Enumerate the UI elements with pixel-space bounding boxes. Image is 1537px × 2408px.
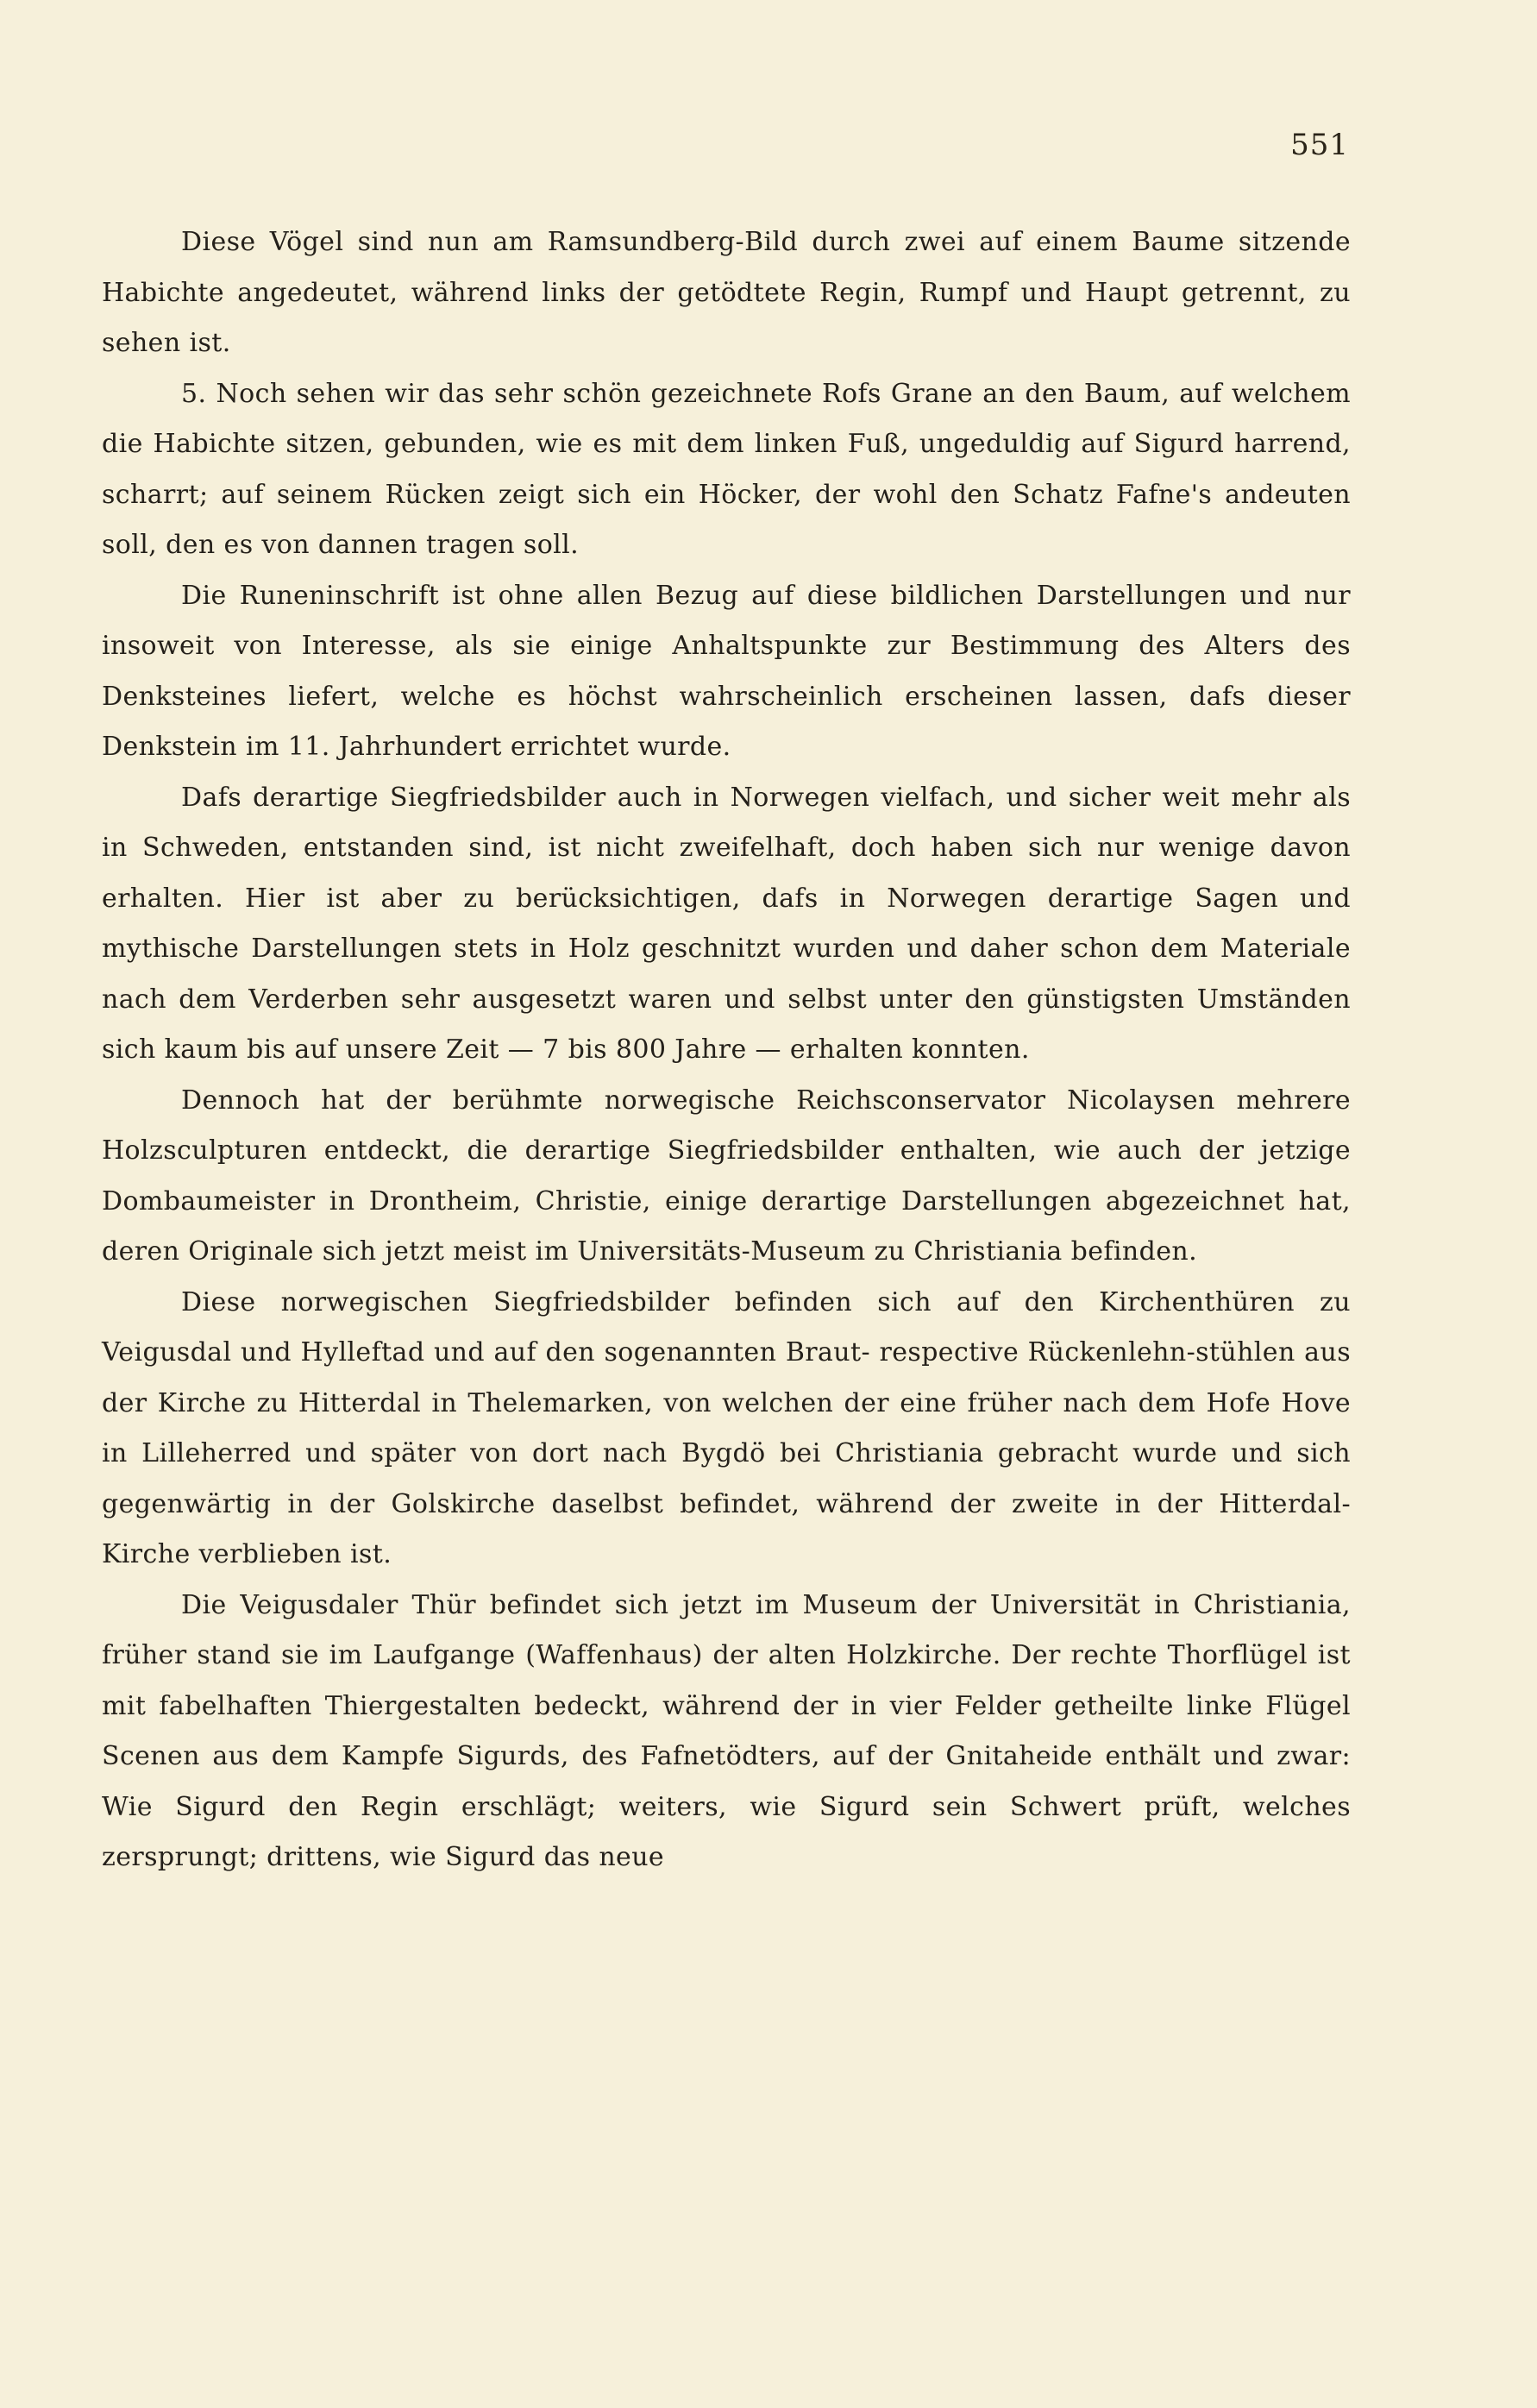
body-text (102, 217, 1351, 1883)
paragraph: Die Runeninschrift ist ohne allen Bezug auf diese bildlichen Darstellungen und nur insoweit von Interesse, als sie einige Anhaltspunkte zur Bestimmung des Alters des Denksteines liefert, welche es höchst wahrscheinlich erscheinen lassen, dafs dieser Denkstein im 11. Jahrhundert errichtet wurde. (102, 580, 1351, 762)
paragraph: Diese Vögel sind nun am Ramsundberg-Bild durch zwei auf einem Baume sitzende Habichte angedeutet, während links der getödtete Regin, Rumpf und Haupt getrennt, zu sehen ist. (102, 227, 1351, 358)
paragraph: 5. Noch sehen wir das sehr schön gezeichnete Rofs Grane an den Baum, auf welchem die Habichte sitzen, gebunden, wie es mit dem linken Fuß, ungeduldig auf Sigurd harrend, scharrt; auf seinem Rücken zeigt sich ein Höcker, der wohl den Schatz Fafne's andeuten soll, den es von dannen tragen soll. (102, 378, 1351, 560)
paragraph: Diese norwegischen Siegfriedsbilder befinden sich auf den Kirchenthüren zu Veigusdal und Hylleftad und auf den sogenannten Braut- respective Rückenlehn-stühlen aus der Kirche zu Hitterdal in Thelemarken, von welchen der eine früher nach dem Hofe Hove in Lilleherred und später von dort nach Bygdö bei Christiania gebracht wurde und sich gegenwärtig in der Golskirche daselbst befindet, während der zweite in der Hitterdal-Kirche verblieben ist. (102, 1286, 1351, 1569)
paragraph: Dafs derartige Siegfriedsbilder auch in Norwegen vielfach, und sicher weit mehr als in Schweden, entstanden sind, ist nicht zweifelhaft, doch haben sich nur wenige davon erhalten. Hier ist aber zu berücksichtigen, dafs in Norwegen derartige Sagen und mythische Darstellungen stets in Holz geschnitzt wurden und daher schon dem Materiale nach dem Verderben sehr ausgesetzt waren und selbst unter den günstigsten Umständen sich kaum bis auf unsere Zeit — 7 bis 800 Jahre — erhalten konnten. (102, 782, 1351, 1065)
page-number: 551 (1290, 128, 1349, 162)
paragraph: Die Veigusdaler Thür befindet sich jetzt im Museum der Universität in Christiania, früher stand sie im Laufgange (Waffenhaus) der alten Holzkirche. Der rechte Thorflügel ist mit fabelhaften Thiergestalten bedeckt, während der in vier Felder getheilte linke Flügel Scenen aus dem Kampfe Sigurds, des Fafnetödters, auf der Gnitaheide enthält und zwar: Wie Sigurd den Regin erschlägt; weiters, wie Sigurd sein Schwert prüft, welches zersprungt; drittens, wie Sigurd das neue (102, 1589, 1351, 1872)
paragraph: Dennoch hat der berühmte norwegische Reichsconservator Nicolaysen mehrere Holzsculpturen entdeckt, die derartige Siegfriedsbilder enthalten, wie auch der jetzige Dombaumeister in Drontheim, Christie, einige derartige Darstellungen abgezeichnet hat, deren Originale sich jetzt meist im Universitäts-Museum zu Christiania befinden. (102, 1085, 1351, 1267)
